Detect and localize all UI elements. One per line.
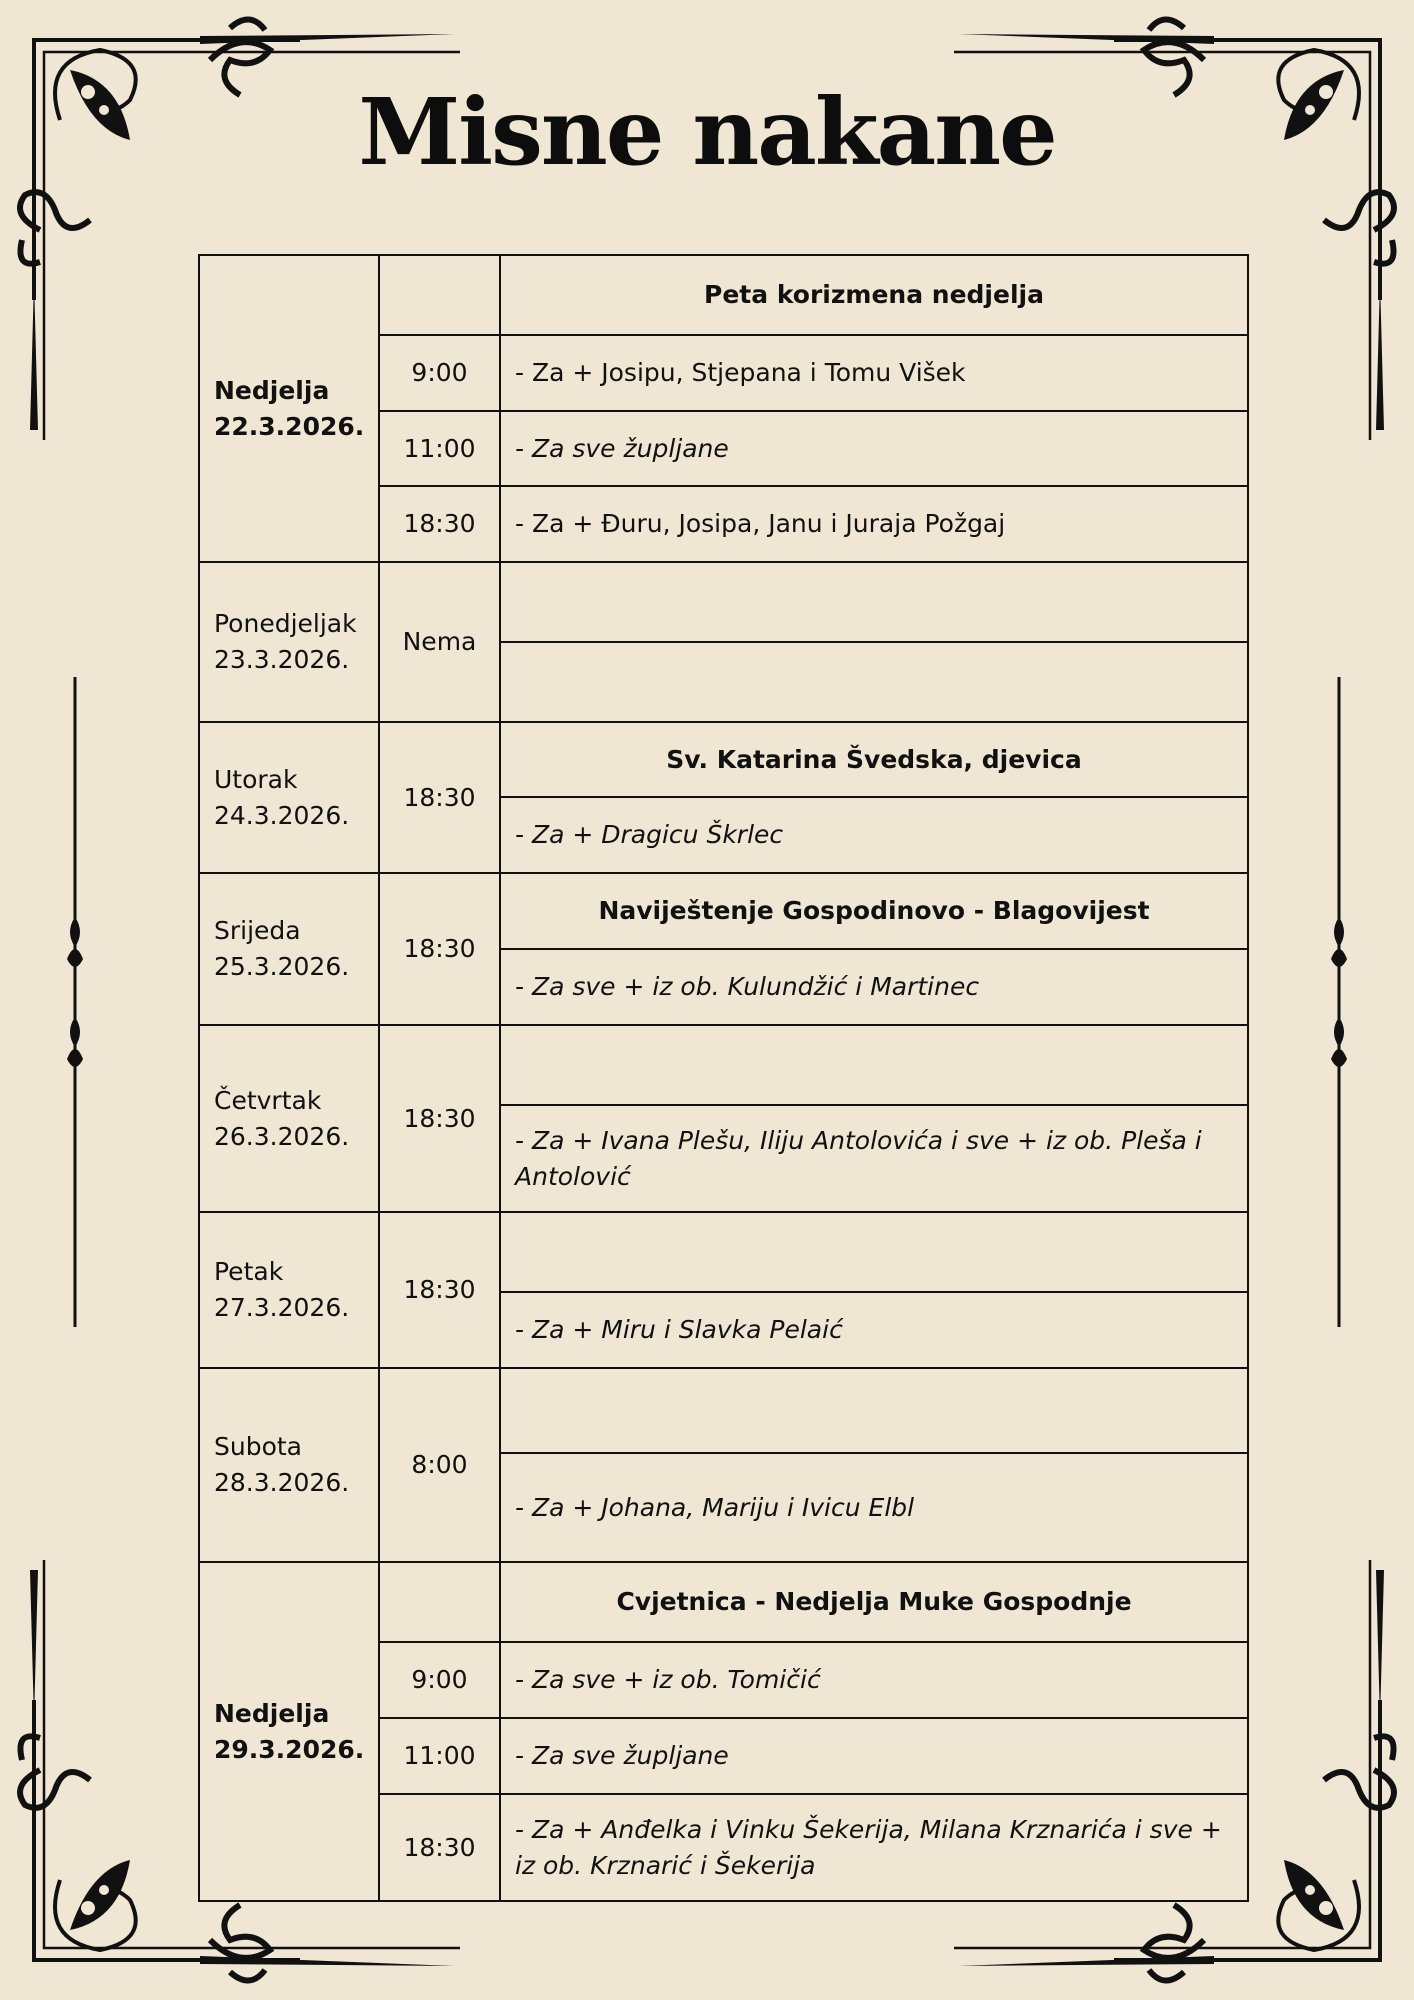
day-name: Nedjelja [214,375,330,405]
day-date: 22.3.2026. [214,411,365,441]
day-name: Ponedjeljak [214,609,357,638]
day-date: 23.3.2026. [214,645,350,674]
day-name: Petak [214,1257,284,1286]
mass-time: 18:30 [379,1794,500,1901]
corner-ornament-bottom-left [20,1560,460,1981]
day-name: Nedjelja [214,1698,330,1728]
day-date: 26.3.2026. [214,1121,350,1151]
mass-time: 18:30 [379,873,500,1025]
day-date: 29.3.2026. [214,1734,365,1764]
day-name: Subota [214,1432,303,1461]
mass-intention: - Za + Dragicu Škrlec [500,797,1248,873]
day-date: 24.3.2026. [214,800,350,830]
feast-heading: Peta korizmena nedjelja [500,255,1248,335]
corner-ornament-bottom-right [954,1560,1394,1981]
mass-time: 18:30 [379,1025,500,1212]
feast-heading: Cvjetnica - Nedjelja Muke Gospodnje [500,1562,1248,1642]
mass-time: 18:30 [379,486,500,562]
side-ornament-left [67,677,83,1327]
day-name: Srijeda [214,916,301,945]
feast-heading: Sv. Katarina Švedska, djevica [500,722,1248,797]
corner-ornament-top-left [20,19,460,440]
day-date: 27.3.2026. [214,1293,350,1322]
mass-time: 9:00 [379,335,500,411]
mass-intention: - Za sve + iz ob. Tomičić [500,1642,1248,1718]
day-name: Četvrtak [214,1085,322,1115]
mass-time: 8:00 [379,1368,500,1562]
mass-intention: - Za + Josipu, Stjepana i Tomu Višek [500,335,1248,411]
mass-intention: - Za + Ivana Plešu, Iliju Antolovića i sve + iz ob. Pleša i Antolović [500,1105,1248,1212]
mass-intention: - Za + Anđelka i Vinku Šekerija, Milana Krznarića i sve + iz ob. Krznarić i Šekerija [500,1794,1248,1901]
mass-intention: - Za sve župljane [500,1718,1248,1794]
side-ornament-right [1331,677,1347,1327]
page-title: Misne nakane [358,78,1056,186]
mass-intention: - Za sve župljane [500,411,1248,486]
mass-time: 18:30 [379,1212,500,1368]
mass-time: 11:00 [379,411,500,486]
corner-ornament-top-right [954,19,1394,440]
mass-time: 9:00 [379,1642,500,1718]
mass-intention: - Za + Johana, Mariju i Ivicu Elbl [500,1453,1248,1562]
feast-heading: Naviještenje Gospodinovo - Blagovijest [500,873,1248,949]
mass-time: 18:30 [379,722,500,873]
day-date: 25.3.2026. [214,952,350,981]
day-date: 28.3.2026. [214,1468,350,1497]
mass-intention: - Za sve + iz ob. Kulundžić i Martinec [500,949,1248,1025]
day-name: Utorak [214,764,298,794]
mass-intention: - Za + Miru i Slavka Pelaić [500,1292,1248,1368]
mass-time: 11:00 [379,1718,500,1794]
mass-time: Nema [379,562,500,722]
mass-intention: - Za + Đuru, Josipa, Janu i Juraja Požgaj [500,486,1248,562]
